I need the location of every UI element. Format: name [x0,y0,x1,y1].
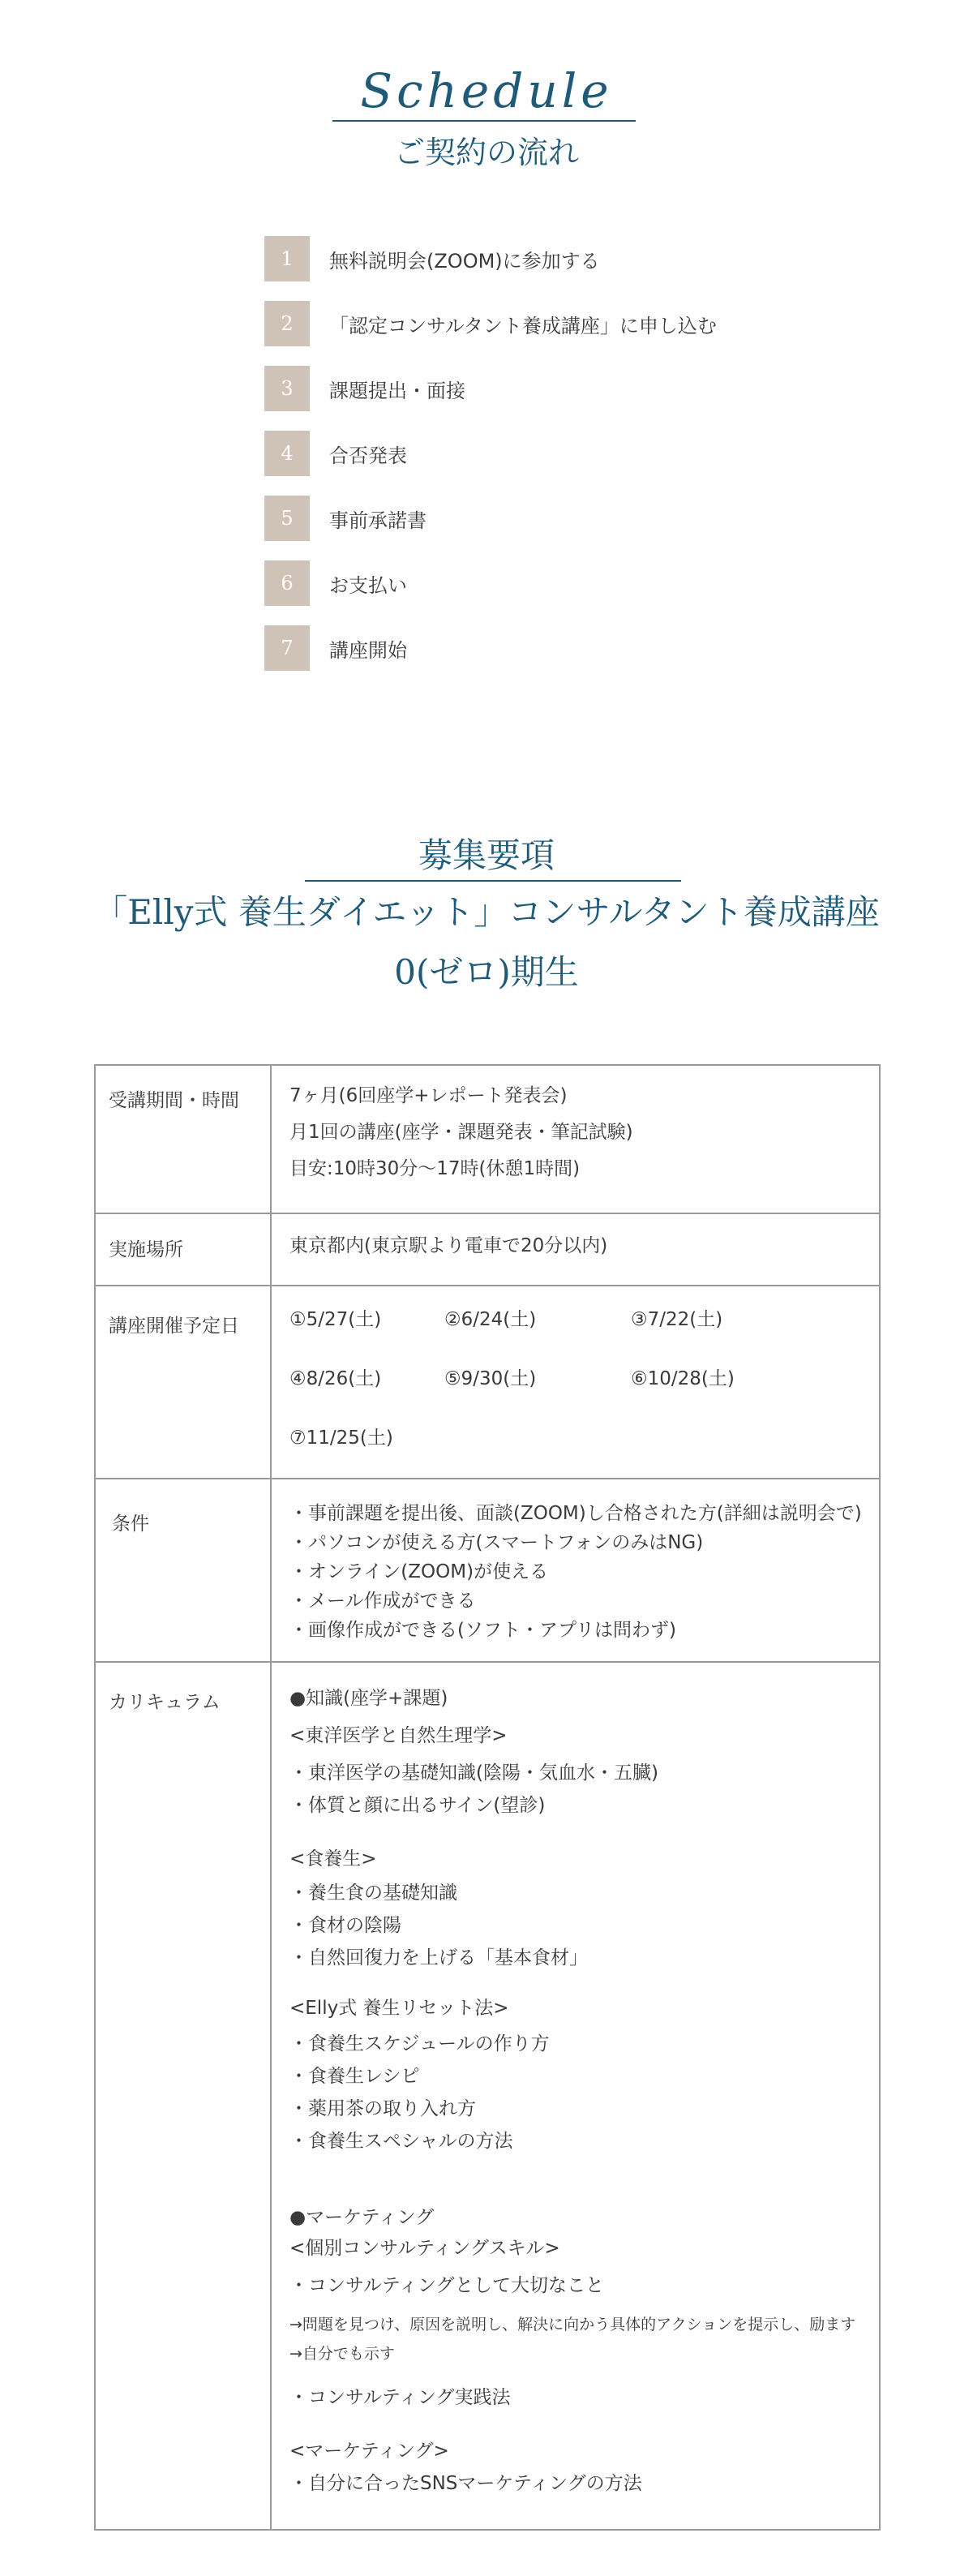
curriculum-item: ・養生食の基礎知識 [289,1883,457,1904]
step-number: 7 [264,625,310,671]
schedule-subtitle: ご契約の流れ [393,135,579,170]
curriculum-item: ・食養生スペシャルの方法 [289,2131,513,2152]
conditions-header: 条件 [112,1513,149,1535]
date-item: ①5/27(土) [289,1309,382,1330]
date-item: ⑥10/28(土) [631,1368,735,1389]
curriculum-header: カリキュラム [109,1692,221,1713]
condition-line: ・メール作成ができる [289,1591,476,1612]
curriculum-item: ・薬用茶の取り入れ方 [289,2098,476,2119]
step-item [264,236,600,281]
period-line: 月1回の講座(座学・課題発表・筆記試験) [289,1122,633,1143]
step-label: 無料説明会(ZOOM)に参加する [329,249,600,273]
recruit-title: 募集要項 [418,835,555,875]
condition-line: ・オンライン(ZOOM)が使える [289,1561,549,1582]
period-line: 目安:10時30分〜17時(休憩1時間) [289,1158,581,1179]
step-label: 「認定コンサルタント養成講座」に申し込む [329,314,717,337]
step-item [264,560,407,606]
curriculum-note: →自分でも示す [289,2345,395,2363]
curriculum-item: ・自然回復力を上げる「基本食材」 [289,1947,588,1968]
date-item: ⑤9/30(土) [444,1368,537,1389]
condition-line: ・画像作成ができる(ソフト・アプリは問わず) [289,1620,677,1641]
curriculum-group-heading: <個別コンサルティングスキル> [289,2238,560,2259]
step-item [264,496,426,541]
curriculum-item: ・コンサルティング実践法 [289,2387,511,2408]
curriculum-note: →問題を見つけ、原因を説明し、解決に向かう具体的アクションを提示し、励ます [289,2316,856,2333]
curriculum-item: ・食養生レシピ [289,2066,420,2087]
marketing-heading: ●マーケティング [289,2207,435,2228]
venue-header: 実施場所 [109,1239,183,1260]
curriculum-item: ・体質と顔に出るサイン(望診) [289,1795,546,1816]
period-header: 受講期間・時間 [109,1090,239,1111]
step-label: 講座開始 [329,638,407,662]
date-item: ②6/24(土) [444,1309,537,1330]
table-row-divider [94,1213,881,1214]
step-label: お支払い [329,573,407,597]
step-item [264,301,717,346]
step-item [264,366,465,411]
course-name: 「Elly式 養生ダイエット」コンサルタント養成講座 [93,892,880,932]
curriculum-group-heading: <Elly式 養生リセット法> [289,1998,509,2019]
curriculum-group-heading: <東洋医学と自然生理学> [289,1725,508,1746]
step-number: 3 [264,366,310,411]
date-item: ⑦11/25(土) [289,1428,393,1449]
period-line: 7ヶ月(6回座学+レポート発表会) [289,1085,568,1106]
condition-line: ・パソコンが使える方(スマートフォンのみはNG) [289,1532,704,1553]
step-number: 5 [264,496,310,541]
step-number: 4 [264,431,310,476]
curriculum-group-heading: <食養生> [289,1848,377,1870]
knowledge-heading: ●知識(座学+課題) [289,1688,448,1709]
dates-header: 講座開催予定日 [109,1316,239,1337]
schedule-title: Schedule [360,63,613,118]
curriculum-item: ・コンサルティングとして大切なこと [289,2275,605,2296]
date-item: ④8/26(土) [289,1368,382,1389]
schedule-divider [332,120,636,122]
venue-value: 東京都内(東京駅より電車で20分以内) [289,1235,608,1256]
recruit-divider [305,880,681,882]
step-item [264,431,407,476]
date-item: ③7/22(土) [631,1309,723,1330]
step-label: 課題提出・面接 [329,379,465,402]
condition-line: ・事前課題を提出後、面談(ZOOM)し合格された方(詳細は説明会で) [289,1503,862,1524]
step-number: 1 [264,236,310,281]
step-label: 事前承諾書 [329,509,426,532]
step-label: 合否発表 [329,444,407,467]
curriculum-group-heading: <マーケティング> [289,2441,449,2462]
step-item [264,625,407,671]
table-row-divider [94,1285,881,1286]
table-row-divider [94,1478,881,1479]
curriculum-item: ・食材の陰陽 [289,1915,401,1936]
course-term: 0(ゼロ)期生 [394,952,579,992]
table-row-divider [94,1661,881,1663]
curriculum-item: ・東洋医学の基礎知識(陰陽・気血水・五臓) [289,1762,658,1784]
curriculum-item: ・自分に合ったSNSマーケティングの方法 [289,2473,642,2494]
step-number: 2 [264,301,310,346]
step-number: 6 [264,560,310,606]
curriculum-item: ・食養生スケジュールの作り方 [289,2033,550,2054]
